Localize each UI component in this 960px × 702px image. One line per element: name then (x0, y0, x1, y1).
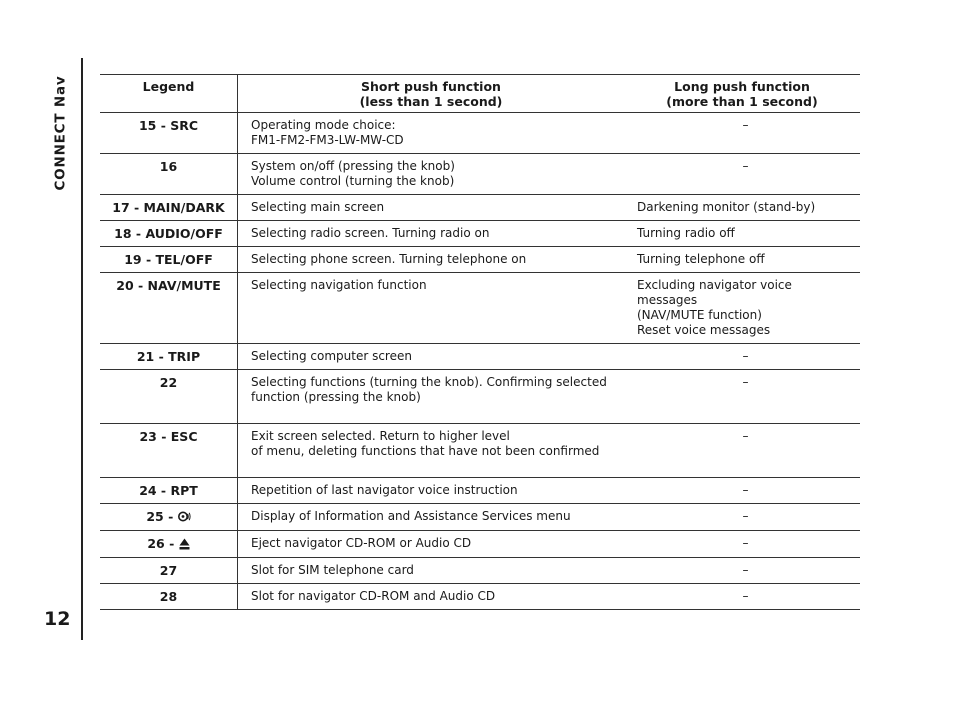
legend-key: 28 (159, 589, 178, 604)
legend-key: 23 - ESC (139, 429, 198, 444)
legend-key: 16 (159, 159, 178, 174)
short-push-text: of menu, deleting functions that have not been confirmed (251, 444, 600, 458)
long-push-cell (624, 478, 860, 504)
table-row (100, 344, 860, 370)
long-push-text: – (742, 375, 749, 389)
page-number: 12 (44, 608, 71, 630)
short-push-text: Selecting functions (turning the knob). Confirming selected (251, 375, 607, 389)
long-push-cell (624, 424, 860, 478)
short-push-cell (238, 370, 625, 424)
header-long-line1: Long push function (674, 79, 810, 94)
long-push-text: – (742, 563, 749, 577)
long-push-cell (624, 154, 860, 195)
header-short-line2: (less than 1 second) (359, 94, 503, 109)
long-push-text: – (742, 429, 749, 443)
legend-key-cell (100, 221, 238, 247)
short-push-cell (238, 273, 625, 344)
long-push-cell (624, 370, 860, 424)
long-push-cell (624, 113, 860, 154)
short-push-cell (238, 195, 625, 221)
table-header-row (100, 75, 860, 113)
short-push-cell (238, 344, 625, 370)
short-push-cell (238, 113, 625, 154)
short-push-text: function (pressing the knob) (251, 390, 421, 404)
legend-key-cell (100, 531, 238, 558)
short-push-text: Operating mode choice: (251, 118, 396, 132)
long-push-cell (624, 221, 860, 247)
long-push-cell (624, 531, 860, 558)
legend-table (100, 74, 860, 610)
table-row (100, 504, 860, 531)
info-services-icon (178, 510, 191, 524)
short-push-cell (238, 221, 625, 247)
short-push-cell (238, 247, 625, 273)
short-push-text: Selecting main screen (251, 200, 385, 214)
short-push-cell (238, 584, 625, 610)
legend-key-cell (100, 247, 238, 273)
long-push-text: Excluding navigator voice messages (637, 278, 792, 307)
table-row (100, 584, 860, 610)
short-push-cell (238, 531, 625, 558)
table-row (100, 113, 860, 154)
eject-icon (179, 537, 190, 551)
table-row (100, 424, 860, 478)
legend-key-cell (100, 424, 238, 478)
short-push-text: FM1-FM2-FM3-LW-MW-CD (251, 133, 404, 147)
legend-key: 19 - TEL/OFF (124, 252, 213, 267)
short-push-text: Selecting radio screen. Turning radio on (251, 226, 490, 240)
short-push-cell (238, 558, 625, 584)
legend-key: 25 - (146, 509, 174, 524)
header-legend-text: Legend (142, 79, 195, 94)
legend-key: 24 - RPT (139, 483, 198, 498)
legend-key: 18 - AUDIO/OFF (114, 226, 223, 241)
long-push-cell (624, 584, 860, 610)
short-push-cell (238, 154, 625, 195)
long-push-cell (624, 273, 860, 344)
legend-key: 22 (159, 375, 178, 390)
short-push-text: Exit screen selected. Return to higher level (251, 429, 510, 443)
long-push-text: (NAV/MUTE function) (637, 308, 762, 322)
legend-key-cell (100, 195, 238, 221)
legend-key: 27 (159, 563, 178, 578)
long-push-text: – (742, 536, 749, 550)
long-push-text: Turning telephone off (637, 252, 765, 266)
legend-key-cell (100, 344, 238, 370)
legend-key-cell (100, 273, 238, 344)
long-push-text: Turning radio off (637, 226, 735, 240)
short-push-text: Selecting navigation function (251, 278, 427, 292)
header-long-line2: (more than 1 second) (666, 94, 818, 109)
long-push-text: – (742, 509, 749, 523)
table-row (100, 273, 860, 344)
long-push-text: – (742, 589, 749, 603)
short-push-text: Selecting phone screen. Turning telephone on (251, 252, 527, 266)
long-push-cell (624, 247, 860, 273)
legend-key-cell (100, 370, 238, 424)
long-push-text: – (742, 483, 749, 497)
table-row (100, 195, 860, 221)
short-push-text: Volume control (turning the knob) (251, 174, 455, 188)
long-push-text: – (742, 349, 749, 363)
margin-rule (81, 58, 83, 640)
legend-key-cell (100, 154, 238, 195)
table-row (100, 370, 860, 424)
short-push-cell (238, 478, 625, 504)
section-title-text: CONNECT Nav (53, 75, 69, 191)
short-push-cell (238, 504, 625, 531)
legend-key-cell (100, 113, 238, 154)
short-push-text: System on/off (pressing the knob) (251, 159, 455, 173)
long-push-cell (624, 344, 860, 370)
table-row (100, 247, 860, 273)
legend-key-cell (100, 504, 238, 531)
long-push-text: Darkening monitor (stand-by) (637, 200, 816, 214)
short-push-text: Slot for SIM telephone card (251, 563, 414, 577)
legend-key: 26 - (147, 536, 175, 551)
long-push-text: – (742, 159, 749, 173)
long-push-text: – (742, 118, 749, 132)
legend-key: 15 - SRC (138, 118, 199, 133)
short-push-text: Repetition of last navigator voice instruction (251, 483, 518, 497)
header-short-line1: Short push function (361, 79, 501, 94)
short-push-text: Display of Information and Assistance Services menu (251, 509, 571, 523)
table-row (100, 531, 860, 558)
long-push-cell (624, 195, 860, 221)
long-push-cell (624, 504, 860, 531)
table-row (100, 154, 860, 195)
legend-key: 20 - NAV/MUTE (116, 278, 221, 293)
table-row (100, 221, 860, 247)
legend-key: 17 - MAIN/DARK (112, 200, 225, 215)
short-push-text: Slot for navigator CD-ROM and Audio CD (251, 589, 496, 603)
long-push-text: Reset voice messages (637, 323, 771, 337)
table-row (100, 478, 860, 504)
header-short-push (238, 75, 625, 113)
short-push-text: Eject navigator CD-ROM or Audio CD (251, 536, 472, 550)
short-push-text: Selecting computer screen (251, 349, 412, 363)
legend-key-cell (100, 478, 238, 504)
legend-key-cell (100, 584, 238, 610)
legend-key: 21 - TRIP (136, 349, 201, 364)
short-push-cell (238, 424, 625, 478)
long-push-cell (624, 558, 860, 584)
table-row (100, 558, 860, 584)
header-long-push (624, 75, 860, 113)
header-legend (100, 75, 238, 113)
legend-key-cell (100, 558, 238, 584)
section-title (49, 73, 73, 193)
